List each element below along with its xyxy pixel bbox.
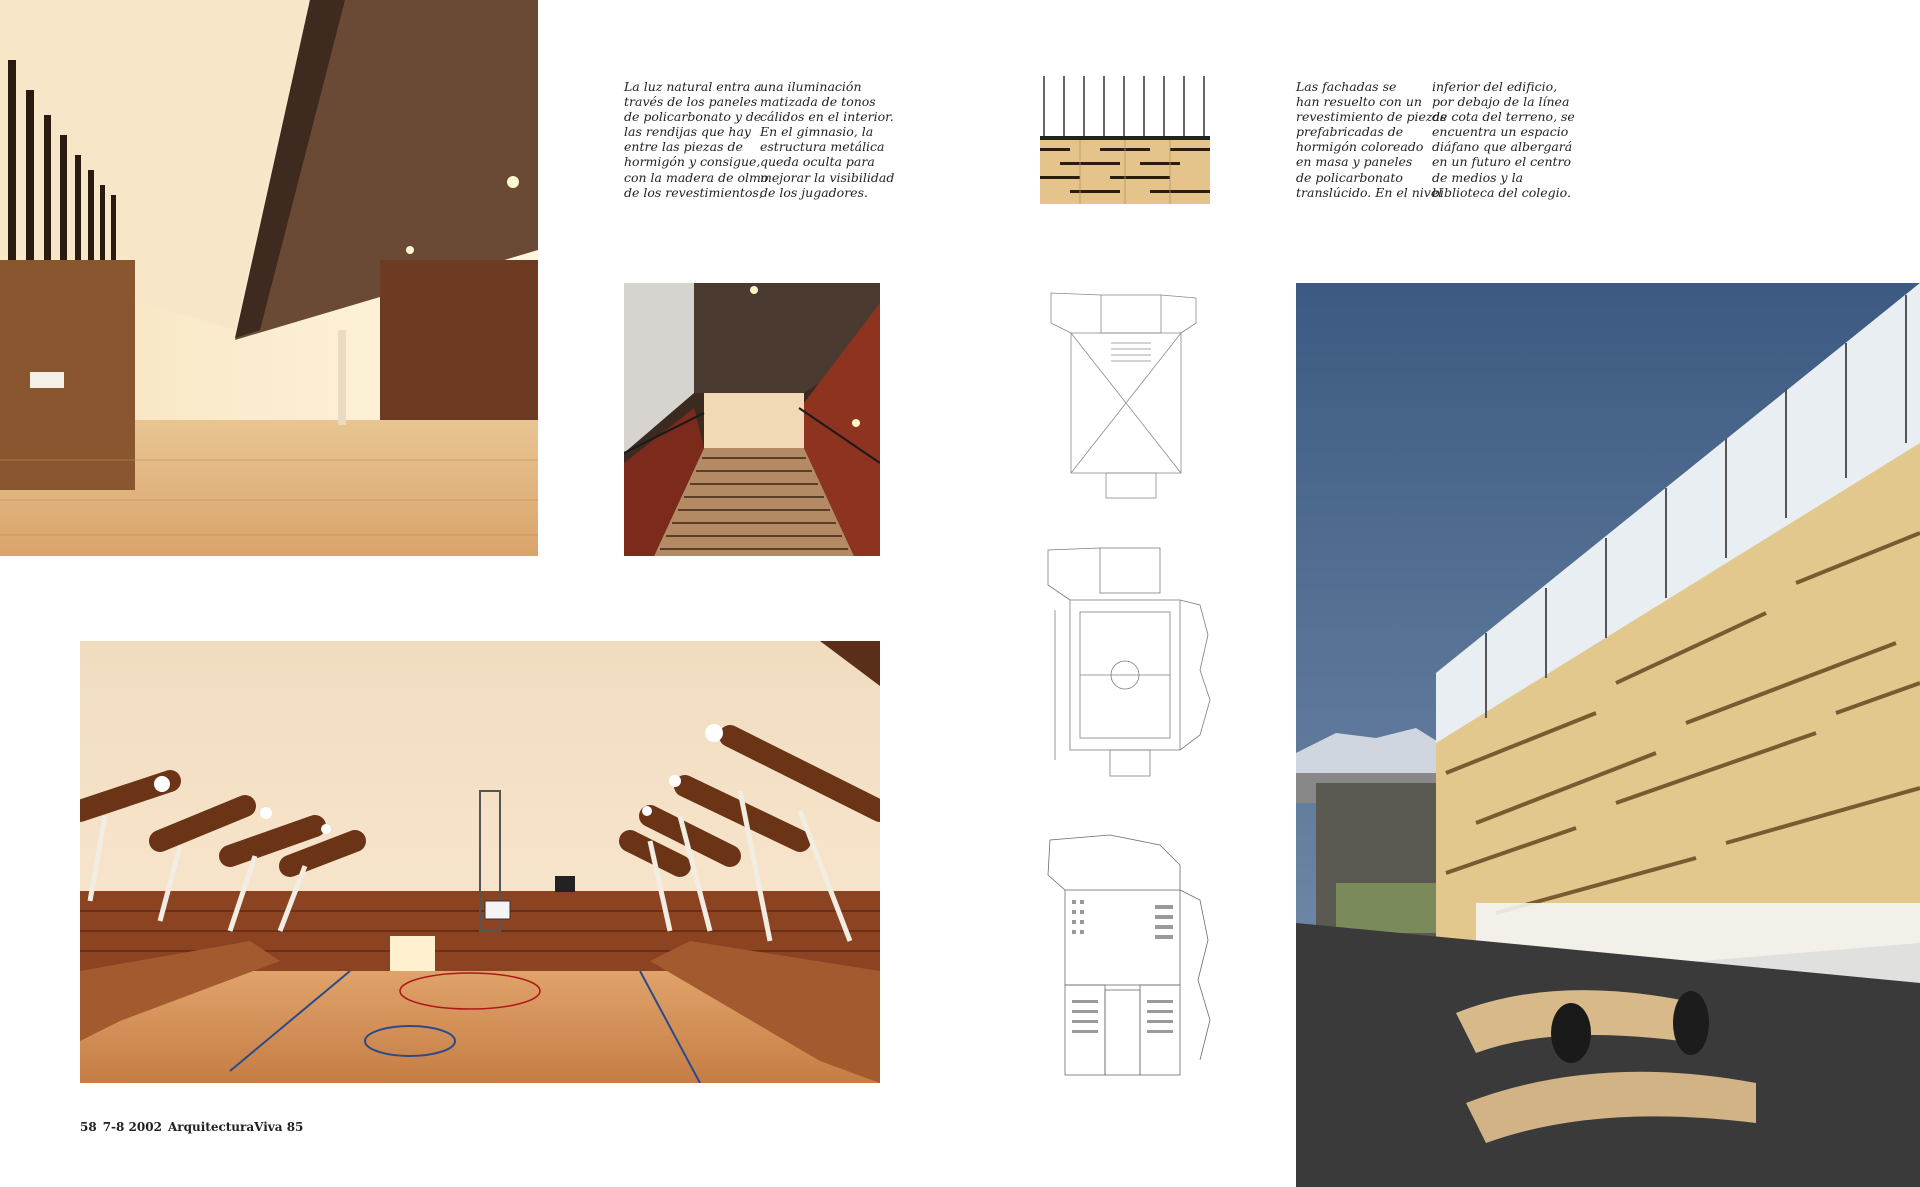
text-line: hormigón coloreado	[1296, 139, 1424, 155]
text-line: mejorar la visibilidad	[760, 169, 895, 185]
floor-plan-middle	[1040, 530, 1216, 782]
page-number: 58	[80, 1120, 97, 1134]
photo-staircase	[624, 283, 880, 556]
text-line: de policarbonato y de	[624, 109, 762, 125]
text-line: Las fachadas se	[1296, 79, 1397, 94]
text-line: En el gimnasio, la	[760, 124, 874, 140]
text-line: revestimiento de piezas	[1296, 109, 1447, 125]
text-line: con la madera de olmo	[624, 169, 769, 185]
photo-gymnasium	[80, 641, 880, 1083]
caption-column-3	[1296, 79, 1446, 200]
facade-elevation-drawing	[1040, 76, 1210, 204]
text-line: biblioteca del colegio.	[1432, 184, 1571, 200]
text-line: de los revestimientos,	[624, 184, 763, 200]
text-line: queda oculta para	[760, 154, 875, 170]
text-line: hormigón y consigue,	[624, 154, 761, 170]
photo-interior-corridor	[0, 0, 538, 556]
photo-exterior-facade	[1296, 283, 1920, 1187]
text-line: cálidos en el interior.	[760, 109, 894, 125]
text-line: entre las piezas de	[624, 139, 743, 155]
text-line: través de los paneles	[624, 94, 758, 110]
text-line: de medios y la	[1432, 169, 1524, 185]
text-line: de cota del terreno, se	[1432, 109, 1575, 125]
text-line: por debajo de la línea	[1432, 94, 1570, 110]
text-line: las rendijas que hay	[624, 124, 751, 140]
caption-column-1	[624, 79, 768, 200]
magazine-name: ArquitecturaViva 85	[167, 1120, 304, 1134]
floor-plan-upper	[1046, 283, 1216, 503]
text-line: de policarbonato	[1296, 169, 1403, 185]
page-folio	[80, 1120, 309, 1134]
text-line: en un futuro el centro	[1432, 154, 1572, 170]
text-line: en masa y paneles	[1296, 154, 1413, 170]
text-line: prefabricadas de	[1296, 124, 1404, 140]
text-line: una iluminación	[760, 79, 862, 94]
text-line: han resuelto con un	[1296, 94, 1422, 110]
caption-column-2	[760, 79, 894, 200]
text-line: La luz natural entra a	[624, 79, 762, 94]
text-line: diáfano que albergará	[1432, 139, 1573, 155]
text-line: encuentra un espacio	[1432, 124, 1569, 140]
text-line: estructura metálica	[760, 139, 885, 155]
text-line: matizada de tonos	[760, 94, 876, 110]
text-line: de los jugadores.	[760, 184, 868, 200]
issue-date: 7-8 2002	[102, 1120, 162, 1134]
floor-plan-lower	[1040, 830, 1216, 1084]
text-line: translúcido. En el nivel	[1296, 184, 1443, 200]
text-line: inferior del edificio,	[1432, 79, 1558, 94]
caption-column-4	[1432, 79, 1575, 200]
